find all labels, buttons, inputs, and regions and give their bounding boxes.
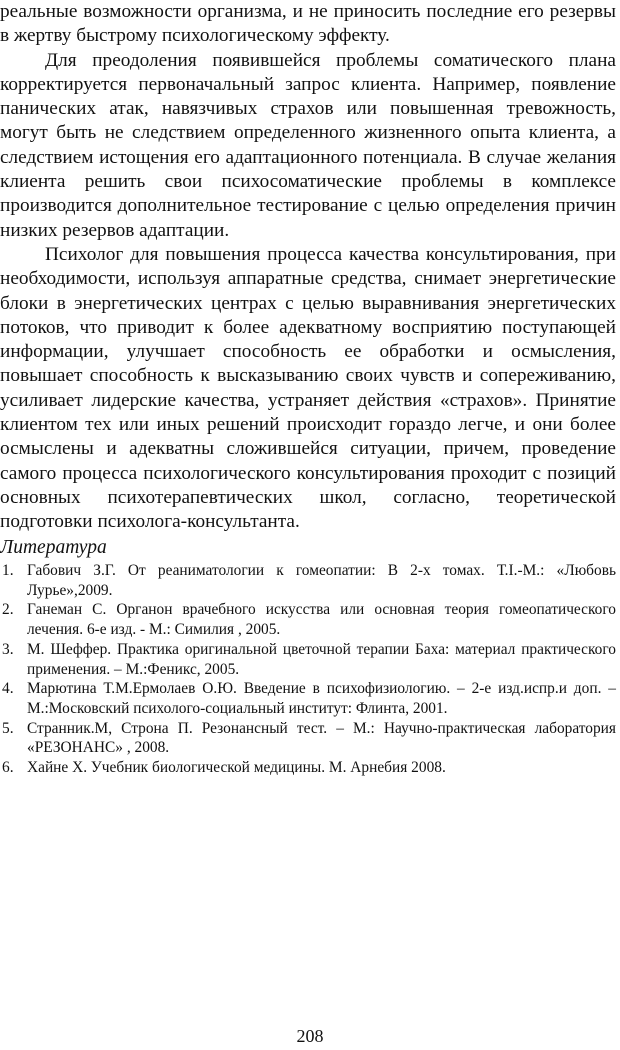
page-number: 208 bbox=[296, 1026, 324, 1046]
reference-number: 5. bbox=[2, 719, 14, 737]
reference-text: Хайне Х. Учебник биологической медицины. М. Арнебия 2008. bbox=[27, 759, 446, 777]
reference-item bbox=[0, 561, 616, 600]
bibliography-section bbox=[0, 536, 616, 778]
reference-item bbox=[0, 600, 616, 639]
reference-number: 3. bbox=[2, 640, 14, 658]
reference-text: Марютина Т.М.Ермолаев О.Ю. Введение в психофизиологию. – 2-е изд.испр.и доп. – М.:Московский психолого-социальный институт: Флинта, 2001. bbox=[27, 680, 616, 717]
reference-text: М. Шеффер. Практика оригинальной цветочной терапии Баха: материал практического применения. – М.:Феникс, 2005. bbox=[27, 640, 616, 678]
reference-number: 6. bbox=[2, 759, 14, 777]
reference-number: 1. bbox=[2, 562, 14, 579]
reference-number: 4. bbox=[2, 680, 14, 698]
bibliography-heading: Литература bbox=[0, 537, 107, 558]
paragraph-somatic-correction: Для преодоления появившейся проблемы соматического плана корректируется первоначальный запрос клиента. Например, появление панических атак, навязчивых страхов или повышенная тревожность, могут быть не следствием определенного жизненного опыта клиента, а следствием истощения его адаптационного потенциала. В случае желания клиента решить свои психосоматические проблемы в комплексе производится дополнительное тестирование с целью определения причин низких резервов адаптации. bbox=[0, 49, 616, 241]
reference-item bbox=[0, 679, 616, 718]
reference-text: Габович З.Г. От реаниматологии к гомеопатии: В 2-х томах. Т.I.-М.: «Любовь Лурье»,2009. bbox=[27, 562, 616, 599]
reference-item bbox=[0, 758, 616, 778]
reference-item bbox=[0, 640, 616, 679]
reference-text: Ганеман С. Органон врачебного искусства или основная теория гомеопатического лечения. 6-е изд. - М.: Симилия , 2005. bbox=[27, 601, 616, 639]
paragraph-continuation: реальные возможности организма, и не приносить последние его резервы в жертву быстрому психологическому эффекту. bbox=[0, 1, 616, 47]
paragraph-psychologist-consulting: Психолог для повышения процесса качества консультирования, при необходимости, используя аппаратные средства, снимает энергетические блоки в энергетических центрах с целью выравнивания энергетических потоков, что приводит к более адекватному восприятию поступающей информации, улучшает способность ее обработки и осмысления, повышает способность к высказыванию своих чувств и сопереживанию, усиливает лидерские качества, устраняет действия «страхов». Принятие клиентом тех или иных решений происходит гораздо легче, и они более осмыслены и адекватны сложившейся ситуации, причем, проведение самого процесса психологического консультирования проходит с позиций основных психотерапевтических школ, согласно, теоретической подготовки психолога-консультанта. bbox=[0, 243, 616, 533]
reference-number: 2. bbox=[2, 601, 14, 619]
reference-list bbox=[0, 561, 616, 778]
reference-text: Странник.М, Строна П. Резонансный тест. – М.: Научно-практическая лаборатория «РЕЗОНАНС» , 2008. bbox=[27, 719, 616, 757]
reference-item bbox=[0, 719, 616, 758]
